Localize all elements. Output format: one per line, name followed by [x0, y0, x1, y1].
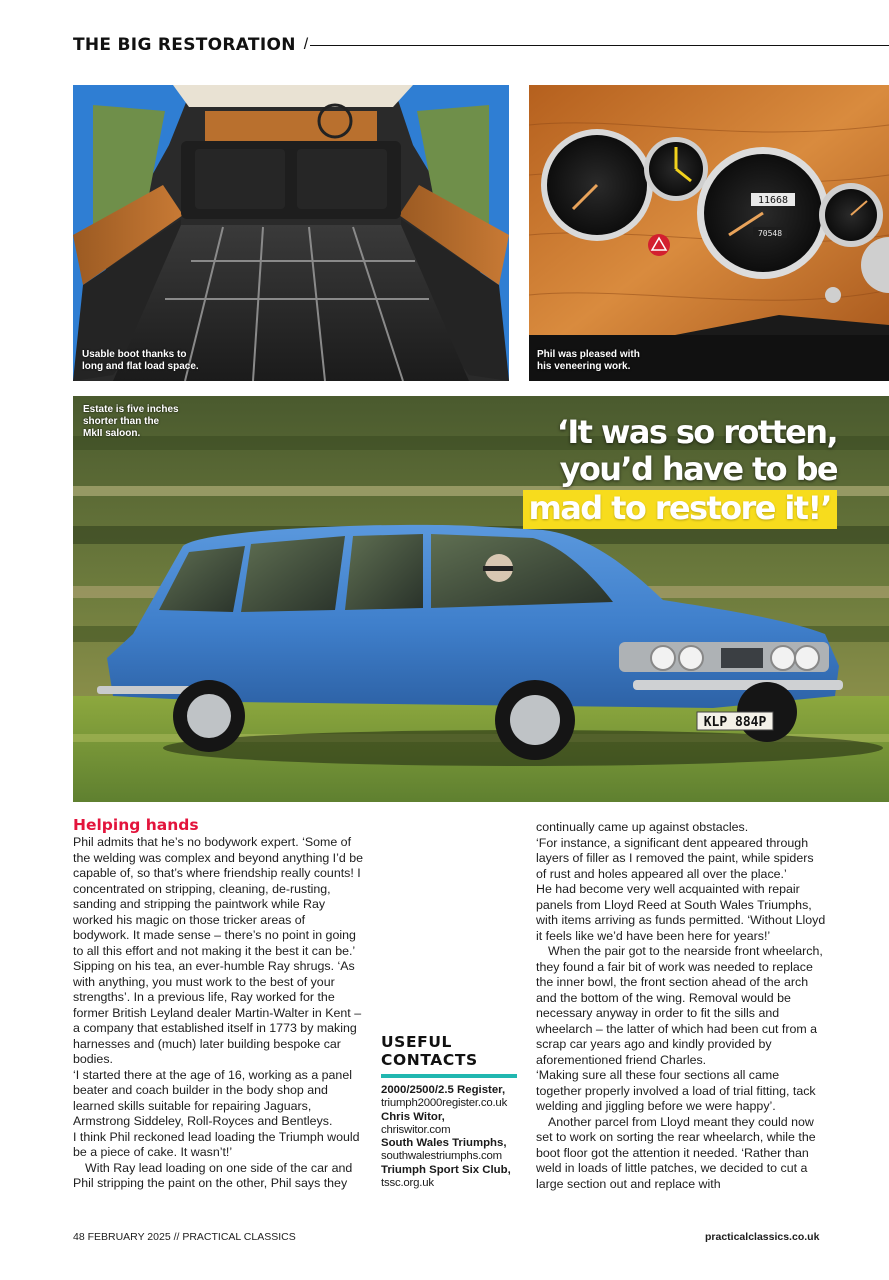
article-paragraph: I think Phil reckoned lead loading the Triumph would be a piece of cake. It wasn’t!’: [73, 1129, 360, 1159]
dashboard-photo-illustration: [529, 85, 889, 381]
article-paragraph: Phil admits that he’s no bodywork expert. ‘Some of the welding was complex and beyond anything I’d be capable of, so that’s where friendship really counts! I concentrated on stripping, cleaning, de-rusting, sanding and stripping the paintwork while Ray worked his magic on those tricker areas of bodywork. It made sense – there’s no point in going to all this effort and not making it the best it can be.’ Sipping on his tea, an ever-humble Ray shrugs. ‘As with anything, you must work to the best of your strengths’. In a previous life, Ray worked for the former British Leyland dealer Martin-Walter in Kent – a company that established itself in 1773 by making harnesses and (much) later building bespoke car bodies.: [73, 835, 363, 1066]
odometer-readout: 11668: [757, 195, 789, 206]
car-caption-line: shorter than the: [83, 416, 160, 427]
car-photo-caption: [83, 404, 179, 440]
contacts-title-line: USEFUL: [381, 1033, 452, 1051]
article-subhead: Helping hands: [73, 816, 199, 834]
boot-photo-caption: [82, 349, 199, 373]
section-title: THE BIG RESTORATION: [73, 35, 296, 55]
boot-caption-line: long and flat load space.: [82, 361, 199, 372]
contact-url[interactable]: tssc.org.uk: [381, 1177, 434, 1190]
article-paragraph: With Ray lead loading on one side of the car and Phil stripping the paint on the other, Phil says they: [73, 1160, 353, 1190]
article-paragraph: He had become very well acquainted with repair panels from Lloyd Reed at South Wales Triumphs, with items arriving as funds permitted. ‘Without Lloyd it feels like we’d have been here for years!’: [536, 882, 826, 943]
section-slash: /: [303, 36, 309, 53]
estate-car-photo: [73, 396, 889, 802]
contacts-title: [381, 1033, 517, 1069]
article-paragraph: continually came up against obstacles.: [536, 820, 749, 834]
useful-contacts-box: [381, 1033, 517, 1190]
contact-item: [381, 1164, 517, 1191]
contact-url[interactable]: southwalestriumphs.com: [381, 1150, 502, 1163]
dashboard-photo: [529, 85, 889, 381]
pull-quote-line: ‘It was so rotten,: [556, 413, 837, 451]
section-header: [73, 34, 889, 56]
pull-quote: [523, 414, 837, 529]
contacts-title-line: CONTACTS: [381, 1051, 478, 1069]
car-caption-line: Estate is five inches: [83, 404, 179, 415]
trip-readout: 70548: [757, 229, 783, 238]
contacts-accent-rule: [381, 1074, 517, 1078]
pull-quote-highlight: mad to restore it!’: [523, 490, 837, 529]
contact-item: [381, 1084, 517, 1111]
boot-caption-line: Usable boot thanks to: [82, 349, 187, 360]
boot-photo: [73, 85, 509, 381]
footer-folio: 48 FEBRUARY 2025 // PRACTICAL CLASSICS: [73, 1231, 296, 1243]
dash-caption-line: Phil was pleased with: [537, 349, 640, 360]
article-paragraph: ‘For instance, a significant dent appeared through layers of filler as I removed the paint, while spiders of rust and holes appeared all over the place.’: [536, 835, 814, 881]
dash-caption-line: his veneering work.: [537, 361, 631, 372]
article-column-left: [73, 816, 363, 1192]
boot-photo-illustration: [73, 85, 509, 381]
pull-quote-line: you’d have to be: [559, 450, 837, 488]
number-plate: KLP 884P: [703, 715, 767, 730]
article-paragraph: ‘I started there at the age of 16, working as a panel beater and coach builder in the body shop and learned skills suitable for repairing Jaguars, Armstrong Siddeley, Roll-Royces and Bentleys.: [73, 1067, 352, 1128]
contact-item: [381, 1137, 517, 1164]
article-paragraph: When the pair got to the nearside front wheelarch, they found a fair bit of work was needed to replace the inner bowl, the front section ahead of the arch and the bottom of the wing. Removal would be necessary anyway in order to fit the sills and wheelarch – the latter of which had been cut from a scrap car years ago and kindly provided by aforementioned friend Charles.: [536, 944, 823, 1067]
contact-url[interactable]: triumph2000register.co.uk: [381, 1097, 508, 1110]
article-paragraph: ‘Making sure all these four sections all came together properly involved a load of trial fitting, tack welding and jiggling before we were happy’.: [536, 1068, 816, 1113]
contact-name: 2000/2500/2.5 Register,: [381, 1084, 506, 1096]
section-rule: [310, 45, 889, 46]
article-column-right: [536, 820, 826, 1192]
contact-url[interactable]: chriswitor.com: [381, 1123, 451, 1136]
dashboard-photo-caption: [537, 349, 640, 373]
contact-name: South Wales Triumphs,: [381, 1137, 507, 1150]
contact-item: [381, 1111, 517, 1138]
contact-name: Chris Witor,: [381, 1110, 445, 1123]
article-paragraph: Another parcel from Lloyd meant they could now set to work on sorting the rear wheelarch, while the boot floor got the attention it needed. ‘Rather than weld in loads of little patches, we decided to cut a large section out and replace with: [536, 1114, 816, 1191]
contact-name: Triumph Sport Six Club,: [381, 1163, 511, 1176]
footer-website[interactable]: practicalclassics.co.uk: [705, 1231, 820, 1243]
car-caption-line: MkII saloon.: [83, 428, 141, 439]
